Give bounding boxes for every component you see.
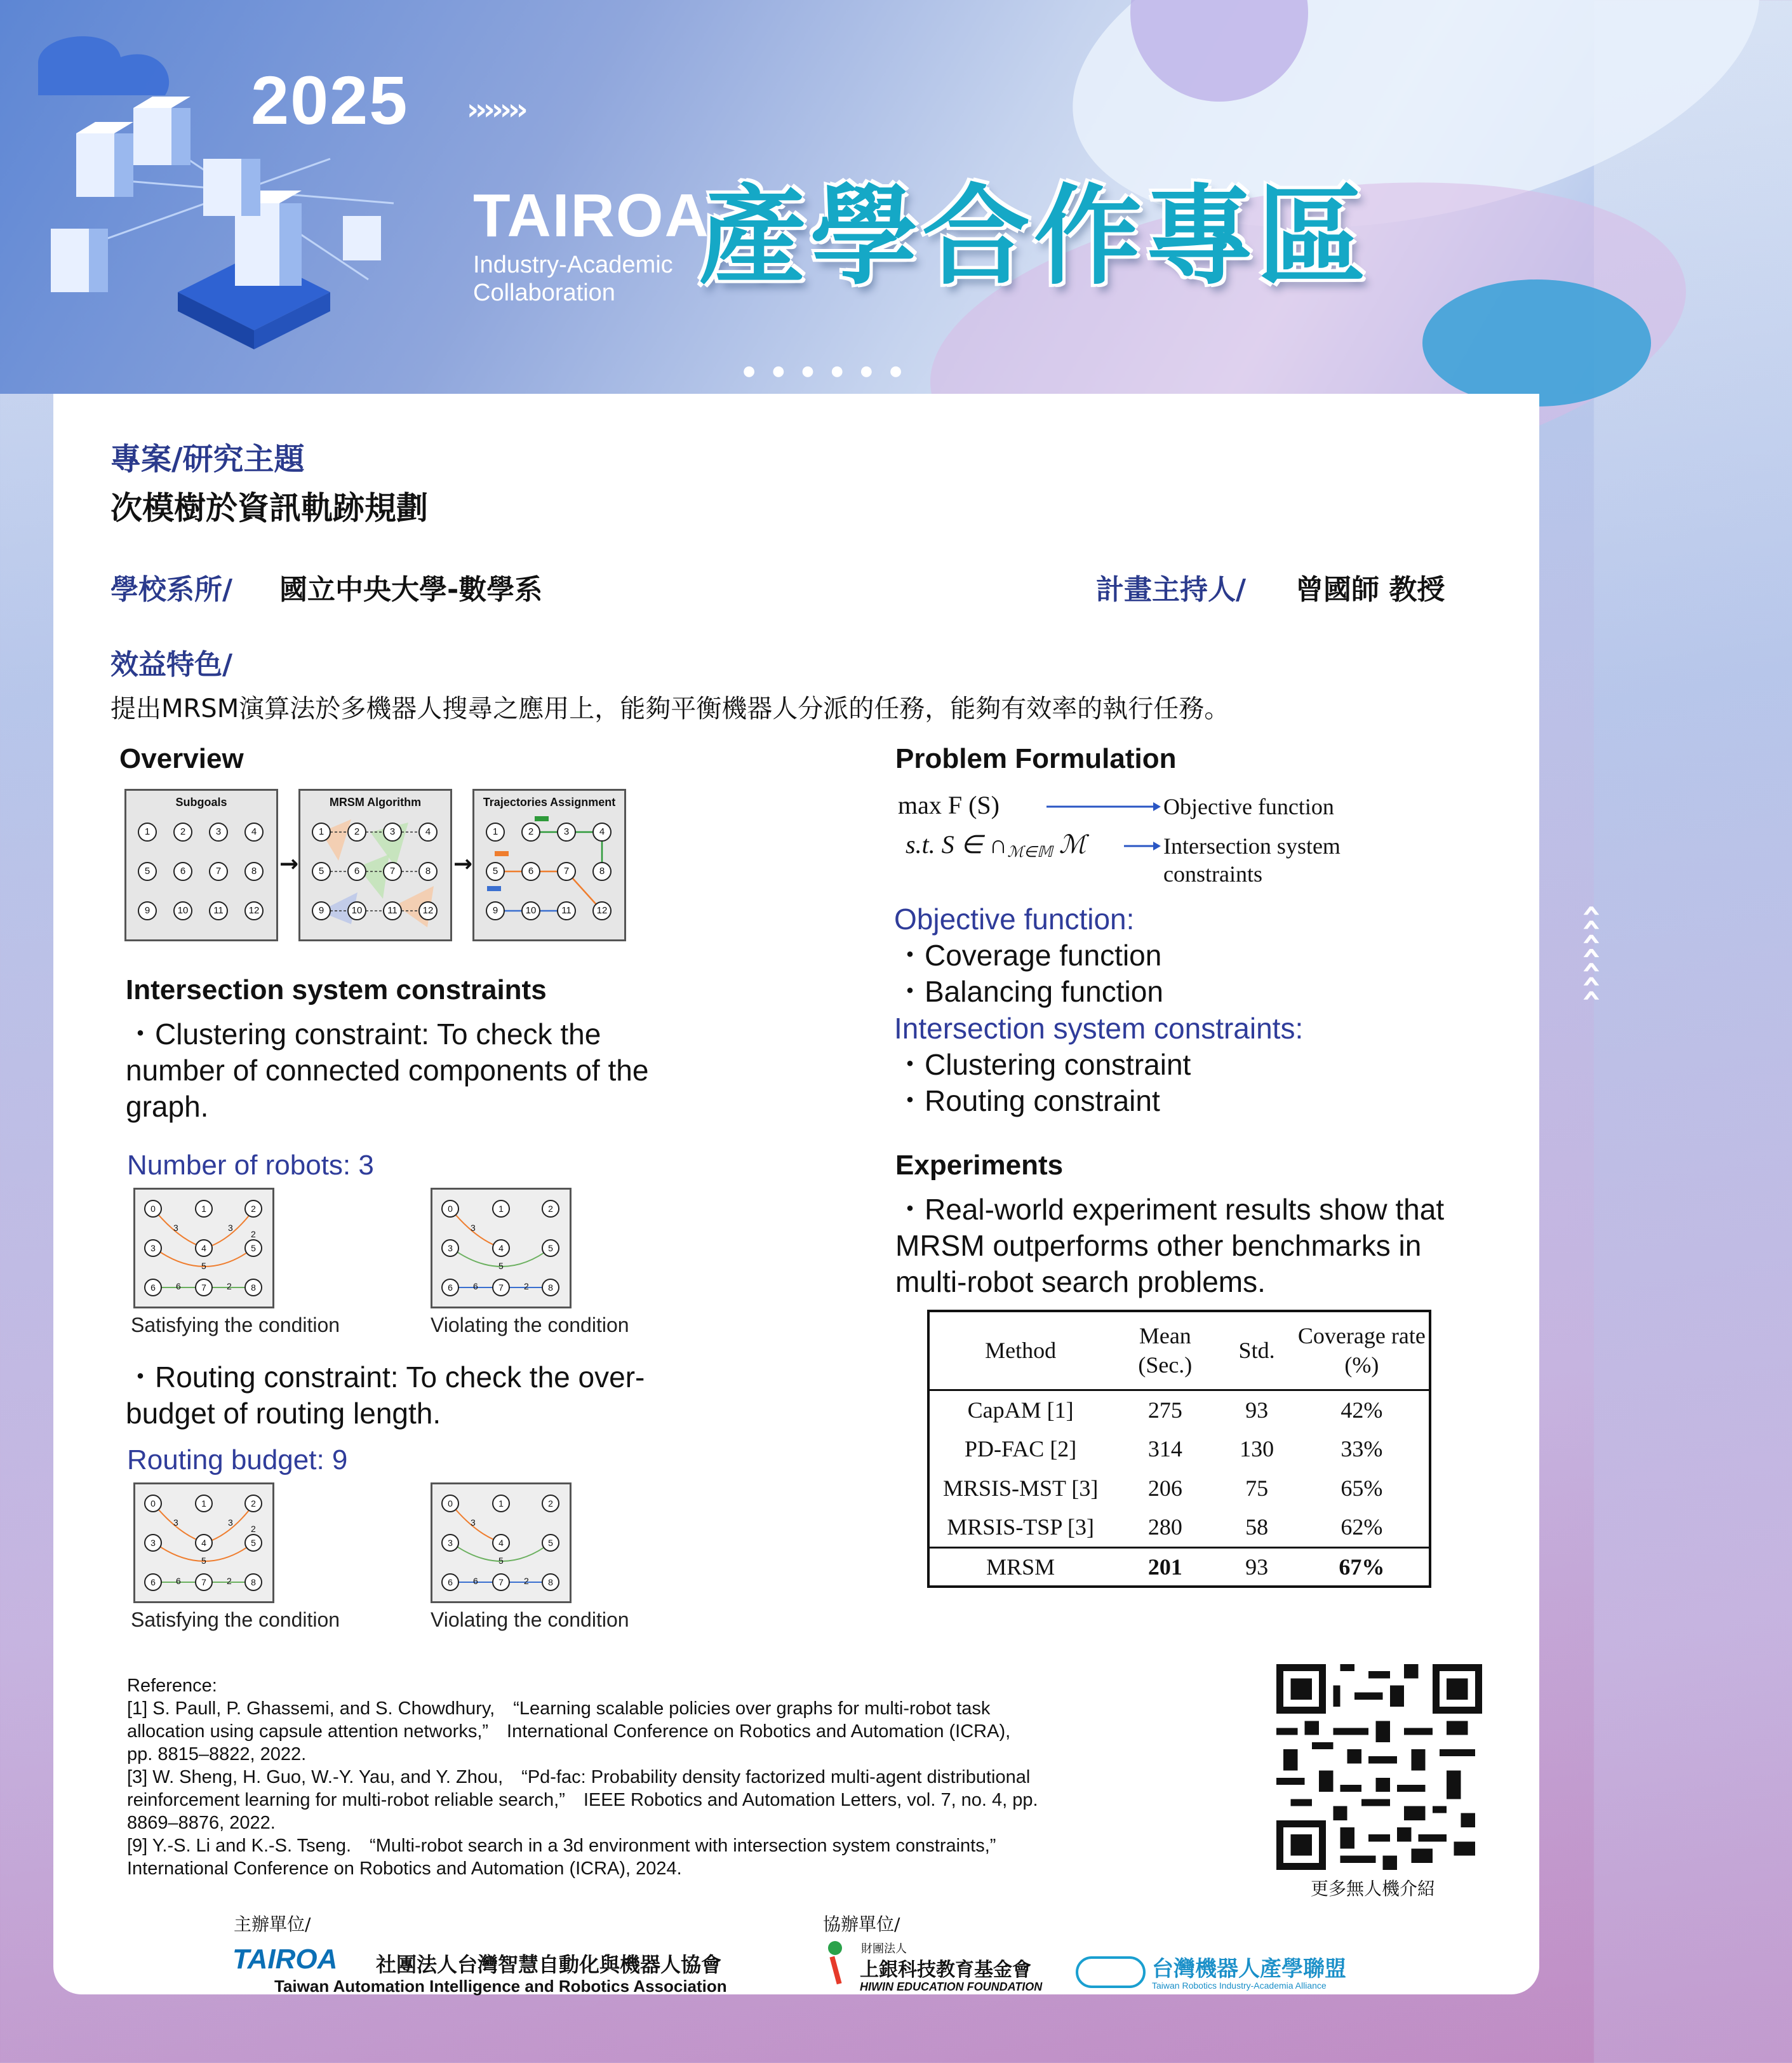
clustering-line: ・Clustering constraint: To check the [126,1018,601,1051]
graph-node: 8 [244,1279,262,1296]
overview-panel-title: Trajectories Assignment [483,796,616,809]
co1-name-zh: 上銀科技教育基金會 [860,1959,1031,1981]
caption-satisfying: Satisfying the condition [131,1608,340,1631]
graph-violating-budget [431,1482,572,1603]
edge-weight: 2 [251,1229,256,1239]
budget-label: Routing budget: 9 [127,1444,348,1475]
graph-node: 3 [144,1534,162,1552]
alliance-logo-icon [1076,1956,1146,1988]
overview-panel-title: MRSM Algorithm [329,796,422,809]
graph-node: 6 [441,1573,459,1591]
qr-caption: 更多無人機介紹 [1311,1878,1436,1899]
edge-weight: 5 [498,1261,504,1271]
table-row [928,1547,1430,1587]
overview-panel-algorithm [298,789,452,941]
graph-node: 3 [441,1534,459,1552]
overview-panel-assignment [472,789,626,941]
edge-weight: 2 [251,1524,256,1534]
table-cell: 58 [1245,1514,1269,1540]
chevron-stripes-icon: ‹‹‹‹‹‹‹ [1572,904,1613,1003]
table-header-cell: Mean (Sec.) [1111,1311,1219,1390]
table-cell: 93 [1245,1397,1269,1423]
graph-node: 3 [144,1239,162,1257]
note-objective: Objective function [1163,794,1334,819]
edge-weight: 6 [176,1576,181,1586]
math-objective: max F (S) [898,791,1000,819]
graph-node: 0 [441,1200,459,1218]
table-cell: MRSIS-MST [3] [942,1475,1099,1501]
table-cell: 201 [1111,1547,1219,1587]
graph-node: 0 [144,1200,162,1218]
arrow-icon: → [453,851,473,877]
edge-weight: 2 [227,1576,232,1586]
edge-weight: 6 [176,1281,181,1291]
assignment-node: 3 [557,823,576,842]
table-cell: 33% [1341,1436,1383,1462]
assignment-node: 12 [592,901,612,920]
subgoal-node: 4 [244,823,264,842]
table-cell: 206 [1147,1475,1182,1501]
subgoal-node: 2 [173,823,192,842]
pi-label: 計畫主持人/ [1096,574,1247,606]
assignment-node: 9 [486,901,505,920]
edge-weight: 2 [227,1281,232,1291]
table-row [928,1390,1430,1429]
pf-title: Problem Formulation [895,743,1177,774]
table-cell: 275 [1147,1397,1182,1423]
table-header-cell: Coverage rate (%) [1295,1311,1430,1390]
graph-node: 5 [542,1239,559,1257]
algorithm-node: 9 [312,901,331,920]
caption-violating: Violating the condition [431,1314,629,1336]
decor-blob [1422,279,1651,407]
list-item: ・Coverage function [895,939,1162,972]
table-cell: CapAM [1] [967,1397,1074,1423]
edge-weight: 3 [471,1517,476,1528]
co2-name-en: Taiwan Robotics Industry-Academia Alliance [1152,1980,1327,1991]
benefit-label: 效益特色/ [110,648,233,681]
table-cell: 65% [1341,1475,1383,1501]
co2-name-zh: 台灣機器人產學聯盟 [1152,1956,1346,1982]
table-row [928,1429,1430,1468]
arrow-icon [1046,799,1161,856]
graph-node: 4 [492,1534,510,1552]
edge-weight: 3 [173,1517,178,1528]
objective-label: Objective function: [894,903,1135,936]
page-title: 產學合作專區 [699,174,1370,300]
graph-node: 4 [195,1239,213,1257]
assignment-node: 5 [486,862,505,881]
graph-node: 8 [244,1573,262,1591]
routing-text [126,1359,645,1432]
edge-weight: 2 [524,1576,529,1586]
graph-node: 7 [492,1573,510,1591]
table-cell: 314 [1147,1436,1182,1462]
table-cell: 130 [1240,1436,1274,1462]
algorithm-node: 6 [347,862,366,881]
graph-node: 5 [542,1534,559,1552]
algorithm-node: 7 [383,862,402,881]
reference-line: [1] S. Paull, P. Ghassemi, and S. Chowdhury, “Learning scalable policies over graphs for multi-robot task [127,1698,991,1719]
graph-node: 6 [144,1279,162,1296]
experiments-text [895,1192,1444,1300]
reference-line: [9] Y.-S. Li and K.-S. Tseng. “Multi-robot search in a 3d environment with intersection system constraints,” [127,1836,996,1856]
reference-line: 8869–8876, 2022. [127,1813,276,1833]
assignment-node: 2 [521,823,540,842]
table-cell: 93 [1219,1547,1294,1587]
edge-weight: 3 [173,1223,178,1233]
benefit-text: 提出MRSM演算法於多機器人搜尋之應用上，能夠平衡機器人分派的任務，能夠有效率的執行任務。 [110,694,1230,723]
hiwin-person-icon [823,1941,851,1987]
school-label: 學校系所/ [110,574,233,606]
routing-line: ・Routing constraint: To check the over- [126,1361,645,1394]
algorithm-node: 2 [347,823,366,842]
clustering-text [126,1016,648,1125]
algorithm-node: 5 [312,862,331,881]
table-header-cell: Method [928,1311,1111,1390]
overview-title: Overview [119,743,244,774]
reference-line: allocation using capsule attention networks,” International Conference on Robotics and Automation (ICRA), [127,1721,1011,1742]
isc-list [895,1047,1191,1119]
table-row [928,1468,1430,1508]
edge-weight: 3 [471,1223,476,1233]
experiments-line: ・Real-world experiment results show that [895,1193,1445,1226]
graph-satisfying-budget [133,1482,274,1603]
caption-satisfying: Satisfying the condition [131,1314,340,1336]
caption-violating: Violating the condition [431,1608,629,1631]
assignment-node: 10 [521,901,540,920]
graph-node: 2 [542,1200,559,1218]
assignment-node: 1 [486,823,505,842]
edge-weight: 5 [201,1261,206,1271]
reference-line: pp. 8815–8822, 2022. [127,1744,307,1764]
brand-name: TAIROA [473,182,710,250]
edge-weight: 2 [524,1281,529,1291]
algorithm-node: 4 [418,823,438,842]
pi-name: 曾國師 教授 [1295,574,1445,606]
graph-violating-robots [431,1188,572,1308]
subgoal-node: 3 [209,823,228,842]
isc-title: Intersection system constraints [126,974,547,1005]
table-cell: MRSIS-TSP [3] [947,1514,1094,1540]
experiments-line: MRSM outperforms other benchmarks in [895,1229,1422,1262]
subgoal-node: 6 [173,862,192,881]
algorithm-node: 10 [347,901,366,920]
robots-label: Number of robots: 3 [127,1150,374,1181]
subgoal-node: 5 [138,862,157,881]
list-item: ・Routing constraint [895,1084,1160,1117]
table-cell: 67% [1295,1547,1430,1587]
graph-node: 7 [195,1573,213,1591]
algorithm-node: 11 [383,901,402,920]
reference-line: International Conference on Robotics and Automation (ICRA), 2024. [127,1858,682,1879]
table-cell: 42% [1341,1397,1383,1423]
graph-node: 6 [144,1573,162,1591]
subgoal-node: 8 [244,862,264,881]
graph-node: 6 [441,1279,459,1296]
subgoal-node: 10 [173,901,192,920]
note-isc [1163,832,1341,888]
graph-node: 1 [195,1495,213,1512]
brand-sub-line: Collaboration [473,279,615,306]
brand-sub-line: Industry-Academic [473,252,673,278]
table-row [928,1508,1430,1547]
algorithm-node: 8 [418,862,438,881]
graph-node: 3 [441,1239,459,1257]
table-cell: PD-FAC [2] [964,1436,1077,1462]
graph-node: 8 [542,1573,559,1591]
header-banner [0,0,1594,394]
math-constraint-end: ℳ [1059,830,1087,859]
edge-weight: 6 [473,1576,478,1586]
table-cell: 75 [1245,1475,1269,1501]
overview-panel-subgoals [124,789,278,941]
edge-weight: 5 [201,1556,206,1566]
graph-node: 7 [195,1279,213,1296]
algorithm-node: 1 [312,823,331,842]
co1-small: 財團法人 [861,1942,907,1956]
qr-code-icon[interactable] [1276,1664,1482,1870]
subgoal-node: 1 [138,823,157,842]
note-isc-line: constraints [1163,861,1262,887]
clustering-line: number of connected components of the [126,1054,649,1087]
subgoal-node: 12 [244,901,264,920]
algorithm-node: 12 [418,901,438,920]
graph-node: 7 [492,1279,510,1296]
reference-line: reinforcement learning for multi-robot reliable search,” IEEE Robotics and Automation Letters, vol. 7, no. 4, pp. [127,1790,1038,1810]
clustering-line: graph. [126,1090,209,1123]
experiments-line: multi-robot search problems. [895,1265,1266,1298]
year: 2025 [251,62,409,138]
table-cell: 280 [1147,1514,1182,1540]
co-label: 協辦單位/ [823,1914,900,1935]
topic-title: 次模樹於資訊軌跡規劃 [110,490,428,527]
host-name-zh: 社團法人台灣智慧自動化與機器人協會 [376,1952,722,1977]
graph-node: 4 [195,1534,213,1552]
isc-label: Intersection system constraints: [894,1012,1304,1045]
host-label: 主辦單位/ [234,1914,311,1935]
experiments-title: Experiments [895,1150,1064,1181]
overview-panel-title: Subgoals [175,796,227,809]
subgoal-node: 11 [209,901,228,920]
graph-node: 8 [542,1279,559,1296]
objective-list [895,937,1163,1010]
edge-weight: 5 [498,1556,504,1566]
graph-node: 2 [542,1495,559,1512]
list-item: ・Clustering constraint [895,1048,1191,1081]
assignment-node: 6 [521,862,540,881]
assignment-node: 11 [557,901,576,920]
algorithm-node: 3 [383,823,402,842]
arrow-icon: → [279,851,299,877]
results-table [927,1310,1431,1588]
graph-node: 2 [244,1200,262,1218]
host-name-en: Taiwan Automation Intelligence and Robotics Association [274,1977,727,1996]
reference-line: [3] W. Sheng, H. Guo, W.-Y. Yau, and Y. Zhou, “Pd-fac: Probability density factorized multi-agent distributional [127,1767,1031,1787]
graph-node: 0 [144,1495,162,1512]
graph-node: 1 [492,1200,510,1218]
graph-node: 4 [492,1239,510,1257]
edge-weight: 6 [473,1281,478,1291]
graph-node: 1 [492,1495,510,1512]
edge-weight: 3 [228,1223,233,1233]
math-constraint-main: s.t. S ∈ ∩ [906,830,1008,859]
subgoal-node: 7 [209,862,228,881]
tairoa-logo: TAIROA [232,1944,338,1975]
graph-node: 1 [195,1200,213,1218]
graph-satisfying-robots [133,1188,274,1308]
chevron-decor: ››››››› [467,92,525,126]
dots-decor: ● ● ● ● ● ● [743,363,909,379]
topic-label: 專案/研究主題 [110,441,305,477]
list-item: ・Balancing function [895,975,1163,1008]
references [127,1674,1038,1880]
routing-line: budget of routing length. [126,1397,441,1430]
reference-label: Reference: [127,1676,217,1696]
edge-weight: 3 [228,1517,233,1528]
math-constraint-sub: ℳ∈𝕄 [1007,844,1053,861]
table-header-row [928,1311,1430,1390]
subgoal-node: 9 [138,901,157,920]
graph-node: 0 [441,1495,459,1512]
graph-node: 5 [244,1239,262,1257]
table-header-cell: Std. [1219,1311,1294,1390]
assignment-node: 7 [557,862,576,881]
table-cell: MRSM [928,1547,1111,1587]
co1-name-en: HIWIN EDUCATION FOUNDATION [860,1980,1043,1993]
graph-node: 5 [244,1534,262,1552]
assignment-node: 4 [592,823,612,842]
graph-node: 2 [244,1495,262,1512]
brand-subtitle [473,251,702,307]
school-name: 國立中央大學-數學系 [279,574,543,606]
note-isc-line: Intersection system [1163,833,1341,859]
assignment-node: 8 [592,862,612,881]
table-cell: 62% [1341,1514,1383,1540]
